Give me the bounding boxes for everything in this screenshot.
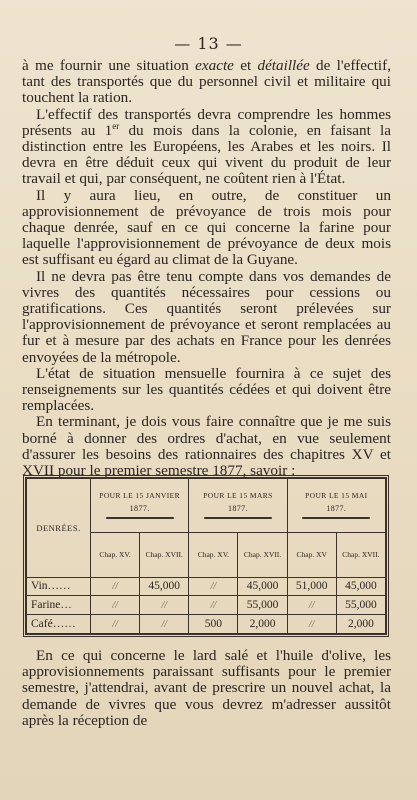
chapter-header: Chap. XVII. [336, 532, 385, 577]
table-row [27, 596, 386, 615]
closing-paragraph [22, 648, 391, 729]
table-cell: // [140, 615, 189, 634]
table-cell: // [189, 596, 238, 615]
paragraph: à me fournir une situation exacte et détaillée de l'effectif, tant des transportés que du personnel civil et militaire qui touchent la ration. [22, 57, 391, 107]
header-rule [302, 517, 370, 519]
goods-name: Farine… [27, 596, 91, 615]
period-header-january: POUR LE 15 JANVIER 1877. [91, 479, 189, 533]
paragraph: Il y aura lieu, en outre, de constituer un approvisionnement de prévoyance de trois mois pour chaque denrée, sauf en ce qui concerne la farine pour laquelle l'approvisionnement de prévoyance de deux mois est suffisant eu égard au climat de la Guyane. [22, 186, 391, 269]
paragraph: Il ne devra pas être tenu compte dans vos demandes de vivres des quantités nécessaires pour cessions ou gratifications. Ces quantités seront prélevées sur l'approvisionnement de prévoyance et seront remplacées au fur et à mesure par des achats en France pour les denrées envoyées de la métropole. [22, 267, 391, 366]
table-cell: // [91, 615, 140, 634]
paragraph: En terminant, je dois vous faire connaître que je me suis borné à donner des ordres d'achat, en vue seulement d'assurer les besoins des rationnaires des chapitres XV et XVII pour le premier semestre 1877, savoir : [22, 413, 391, 480]
table-cell: // [189, 577, 238, 596]
table-cell: 55,000 [336, 596, 385, 615]
table-cell: // [287, 596, 336, 615]
paragraph: En ce qui concerne le lard salé et l'huile d'olive, les approvisionnements paraissant suffisants pour le premier semestre, j'attendrai, avant de prescrire un nouvel achat, la demande de vivres que vous devrez m'adresser aussitôt après la réception de [22, 647, 391, 729]
goods-name: Café…… [27, 615, 91, 634]
body-text [22, 58, 391, 479]
goods-header: DENRÉES. [27, 479, 91, 578]
table-cell: // [140, 596, 189, 615]
provisions-table [26, 478, 386, 634]
paragraph: L'effectif des transportés devra comprendre les hommes présents au 1er du mois dans la colonie, en faisant la distinction entre les Européens, les Arabes et les noirs. Il devra en être déduit ceux qui vivent du produit de leur travail et qui, par conséquent, ne coûtent rien à l'État. [22, 105, 391, 188]
period-header-march: POUR LE 15 MARS 1877. [189, 479, 287, 533]
table-cell: 45,000 [336, 577, 385, 596]
chapter-header: Chap. XVII. [238, 532, 287, 577]
table-row [27, 615, 386, 634]
chapter-header: Chap. XV. [91, 532, 140, 577]
table-cell: 2,000 [238, 615, 287, 634]
provisions-table-frame [23, 475, 389, 637]
table-cell: 55,000 [238, 596, 287, 615]
page-number: — 13 — [174, 34, 243, 53]
chapter-header: Chap. XV [287, 532, 336, 577]
goods-name: Vin…… [27, 577, 91, 596]
period-header-may: POUR LE 15 MAI 1877. [287, 479, 385, 533]
table-cell: 500 [189, 615, 238, 634]
chapter-header: Chap. XV. [189, 532, 238, 577]
header-rule [204, 517, 272, 519]
header-rule [106, 517, 174, 519]
table-body [27, 577, 386, 634]
table-cell: // [91, 577, 140, 596]
chapter-header: Chap. XVII. [140, 532, 189, 577]
table-cell: 45,000 [238, 577, 287, 596]
table-row [27, 577, 386, 596]
table-cell: 45,000 [140, 577, 189, 596]
table-cell: // [287, 615, 336, 634]
paragraph: L'état de situation mensuelle fournira à ce sujet des renseignements sur les quantités cédées et qui doivent être remplacées. [22, 364, 391, 415]
table-cell: // [91, 596, 140, 615]
table-cell: 2,000 [336, 615, 385, 634]
table-cell: 51,000 [287, 577, 336, 596]
